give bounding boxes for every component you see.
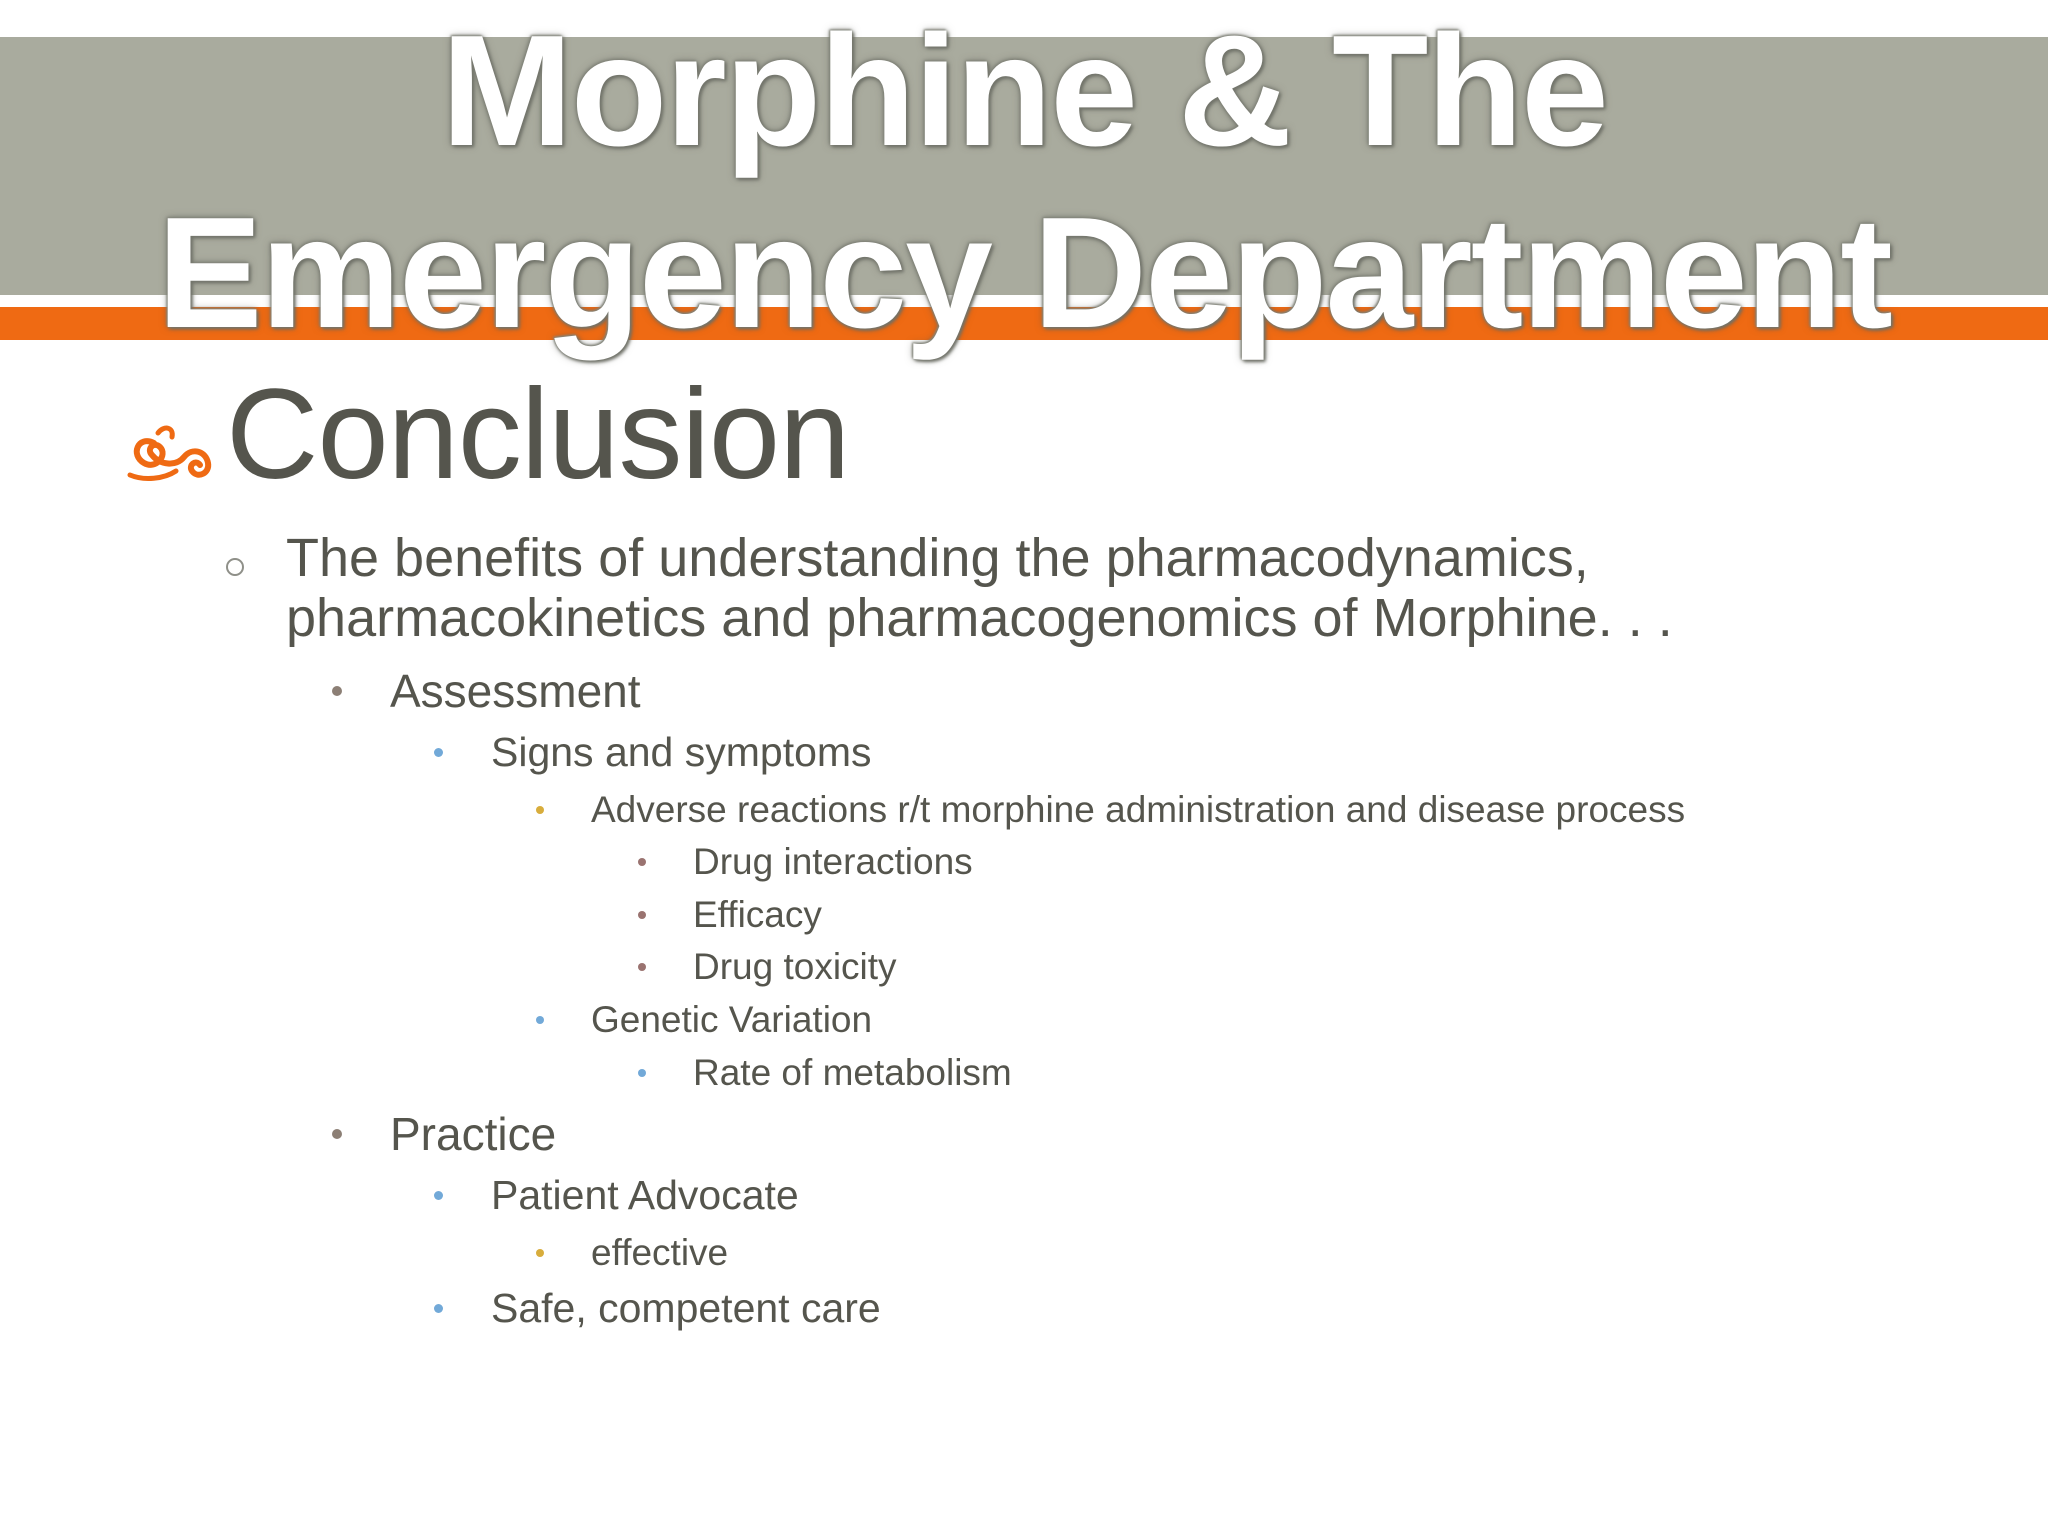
list-item-benefits-line-1: The benefits of understanding the pharmacodynamics, <box>286 528 1589 588</box>
section-heading-row <box>124 365 849 505</box>
list-item-adverse-reactions <box>536 788 1685 832</box>
gold-dot-bullet-icon <box>536 806 544 814</box>
list-item-practice-text: Practice <box>390 1108 557 1160</box>
list-item-patient-advocate <box>434 1172 799 1218</box>
slide-title-line-1: Morphine & The <box>441 3 1607 179</box>
list-item-assessment-text: Assessment <box>390 665 641 717</box>
blue-dot-bullet-icon <box>434 748 443 757</box>
blue-dot-bullet-icon <box>434 1191 443 1200</box>
blue-dot-bullet-icon <box>536 1016 544 1024</box>
gray-dot-bullet-icon <box>332 1129 342 1139</box>
list-item-benefits-text <box>286 528 1673 648</box>
list-item-patient-advocate-text: Patient Advocate <box>491 1172 799 1218</box>
list-item-drug-toxicity-text: Drug toxicity <box>693 946 897 987</box>
list-item-effective-text: effective <box>591 1232 729 1273</box>
list-item-benefits <box>226 528 1673 648</box>
list-item-effective <box>536 1231 728 1275</box>
list-item-genetic-variation-text: Genetic Variation <box>591 999 873 1040</box>
list-item-rate-of-metabolism <box>638 1051 1012 1095</box>
list-item-signs-and-symptoms <box>434 729 872 775</box>
gray-dot-bullet-icon <box>332 686 342 696</box>
list-item-drug-interactions <box>638 840 973 884</box>
slide-title <box>0 0 2048 364</box>
blue-dot-bullet-icon <box>434 1304 443 1313</box>
list-item-assessment <box>332 665 641 717</box>
list-item-efficacy <box>638 893 822 937</box>
gold-dot-bullet-icon <box>536 1249 544 1257</box>
list-item-efficacy-text: Efficacy <box>693 894 822 935</box>
list-item-rate-of-metabolism-text: Rate of metabolism <box>693 1052 1012 1093</box>
section-heading: Conclusion <box>226 363 850 506</box>
list-item-drug-interactions-text: Drug interactions <box>693 841 973 882</box>
mauve-dot-bullet-icon <box>638 858 646 866</box>
list-item-genetic-variation <box>536 998 872 1042</box>
list-item-drug-toxicity <box>638 945 897 989</box>
hollow-circle-bullet-icon <box>226 558 244 576</box>
mauve-dot-bullet-icon <box>638 963 646 971</box>
list-item-practice <box>332 1108 556 1160</box>
blue-dot-bullet-icon <box>638 1069 646 1077</box>
orange-swirl-bullet-icon <box>124 415 224 495</box>
mauve-dot-bullet-icon <box>638 911 646 919</box>
list-item-signs-and-symptoms-text: Signs and symptoms <box>491 729 872 775</box>
list-item-adverse-reactions-text: Adverse reactions r/t morphine administration and disease process <box>591 789 1686 830</box>
list-item-safe-competent-care <box>434 1285 881 1331</box>
slide-title-line-2: Emergency Department <box>157 185 1891 361</box>
list-item-benefits-line-2: pharmacokinetics and pharmacogenomics of Morphine. . . <box>286 588 1673 648</box>
list-item-safe-competent-care-text: Safe, competent care <box>491 1285 881 1331</box>
